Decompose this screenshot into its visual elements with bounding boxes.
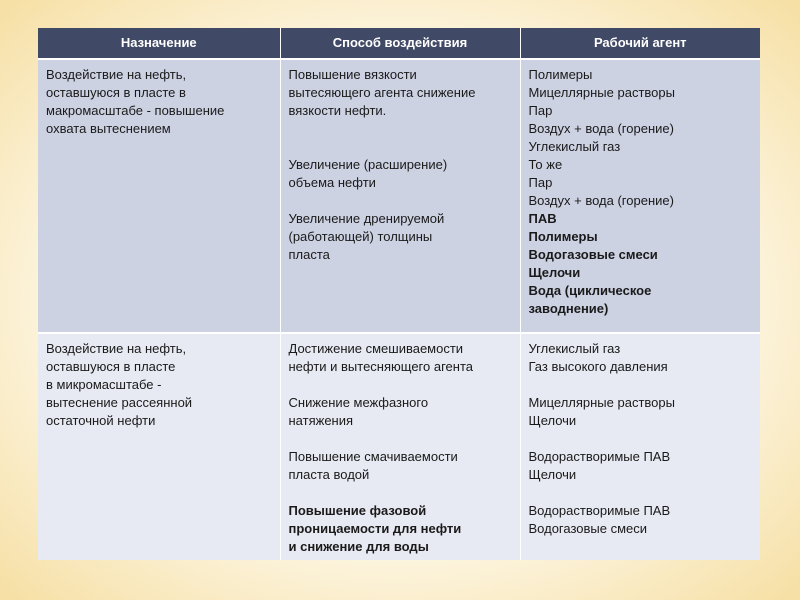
text-line: проницаемости для нефти	[288, 521, 462, 536]
text-line: макромасштабе - повышение	[46, 103, 225, 118]
text-line: Повышение фазовой	[288, 503, 427, 518]
header-row	[38, 28, 760, 59]
text-line: Вода (циклическое	[528, 283, 652, 298]
line-gap	[289, 192, 512, 210]
text-line: Газ высокого давления	[528, 359, 668, 374]
header-agent: Рабочий агент	[520, 28, 760, 59]
text-line: Щелочи	[528, 265, 581, 280]
text-line: остаточной нефти	[46, 413, 156, 428]
cell-agent	[520, 59, 760, 333]
text-line: Мицеллярные растворы	[528, 85, 675, 100]
purpose-text	[46, 66, 272, 138]
text-line: Увеличение (расширение)	[288, 157, 448, 172]
agent-text	[529, 340, 753, 538]
text-line: Повышение смачиваемости	[288, 449, 458, 464]
line-gap	[289, 376, 512, 394]
text-line: Воздух + вода (горение)	[528, 121, 674, 136]
text-line: Повышение вязкости	[288, 67, 417, 82]
text-line: заводнение)	[528, 301, 609, 316]
text-line: оставшуюся в пласте	[46, 359, 176, 374]
line-gap	[529, 484, 753, 502]
agent-text	[529, 66, 753, 318]
line-gap	[289, 138, 512, 156]
text-line: Полимеры	[528, 67, 593, 82]
text-line: Пар	[528, 175, 553, 190]
text-line: вытесяющего агента снижение	[288, 85, 476, 100]
header-method: Способ воздействия	[280, 28, 520, 59]
method-text-bold	[289, 502, 512, 556]
text-line: вязкости нефти.	[288, 103, 387, 118]
text-line: пласта	[288, 247, 330, 262]
text-line: натяжения	[288, 413, 354, 428]
text-line: Воздействие на нефть,	[46, 341, 187, 356]
cell-method	[280, 59, 520, 333]
text-line: Мицеллярные растворы	[528, 395, 675, 410]
text-line: Полимеры	[528, 229, 598, 244]
text-line: объема нефти	[288, 175, 376, 190]
text-line: Углекислый газ	[528, 341, 621, 356]
text-line: Пар	[528, 103, 553, 118]
cell-agent	[520, 333, 760, 560]
purpose-text	[46, 340, 272, 430]
text-line: нефти и вытесняющего агента	[288, 359, 473, 374]
text-line: Водорастворимые ПАВ	[528, 449, 671, 464]
text-line: Достижение смешиваемости	[288, 341, 464, 356]
text-line: То же	[528, 157, 563, 172]
line-gap	[529, 430, 753, 448]
text-line: Увеличение дренируемой	[288, 211, 445, 226]
table-row	[38, 59, 760, 333]
methods-table	[38, 28, 760, 560]
header-purpose: Назначение	[38, 28, 280, 59]
text-line: Воздух + вода (горение)	[528, 193, 674, 208]
method-text	[289, 66, 512, 264]
cell-purpose	[38, 333, 280, 560]
text-line: ПАВ	[528, 211, 557, 226]
cell-purpose	[38, 59, 280, 333]
line-gap	[289, 430, 512, 448]
text-line: вытеснение рассеянной	[46, 395, 193, 410]
line-gap	[529, 376, 753, 394]
cell-method	[280, 333, 520, 560]
text-line: оставшуюся в пласте в	[46, 85, 186, 100]
line-gap	[289, 120, 512, 138]
text-line: Водорастворимые ПАВ	[528, 503, 671, 518]
text-line: Щелочи	[528, 413, 577, 428]
text-line: пласта водой	[288, 467, 370, 482]
text-line: (работающей) толщины	[288, 229, 433, 244]
text-line: Щелочи	[528, 467, 577, 482]
text-line: охвата вытеснением	[46, 121, 171, 136]
text-line: Снижение межфазного	[288, 395, 429, 410]
text-line: в микромасштабе -	[46, 377, 162, 392]
method-text	[289, 340, 512, 502]
text-line: Водогазовые смеси	[528, 247, 658, 262]
text-line: Углекислый газ	[528, 139, 621, 154]
table-row	[38, 333, 760, 560]
line-gap	[289, 484, 512, 502]
text-line: Воздействие на нефть,	[46, 67, 187, 82]
text-line: и снижение для воды	[288, 539, 429, 554]
text-line: Водогазовые смеси	[528, 521, 648, 536]
